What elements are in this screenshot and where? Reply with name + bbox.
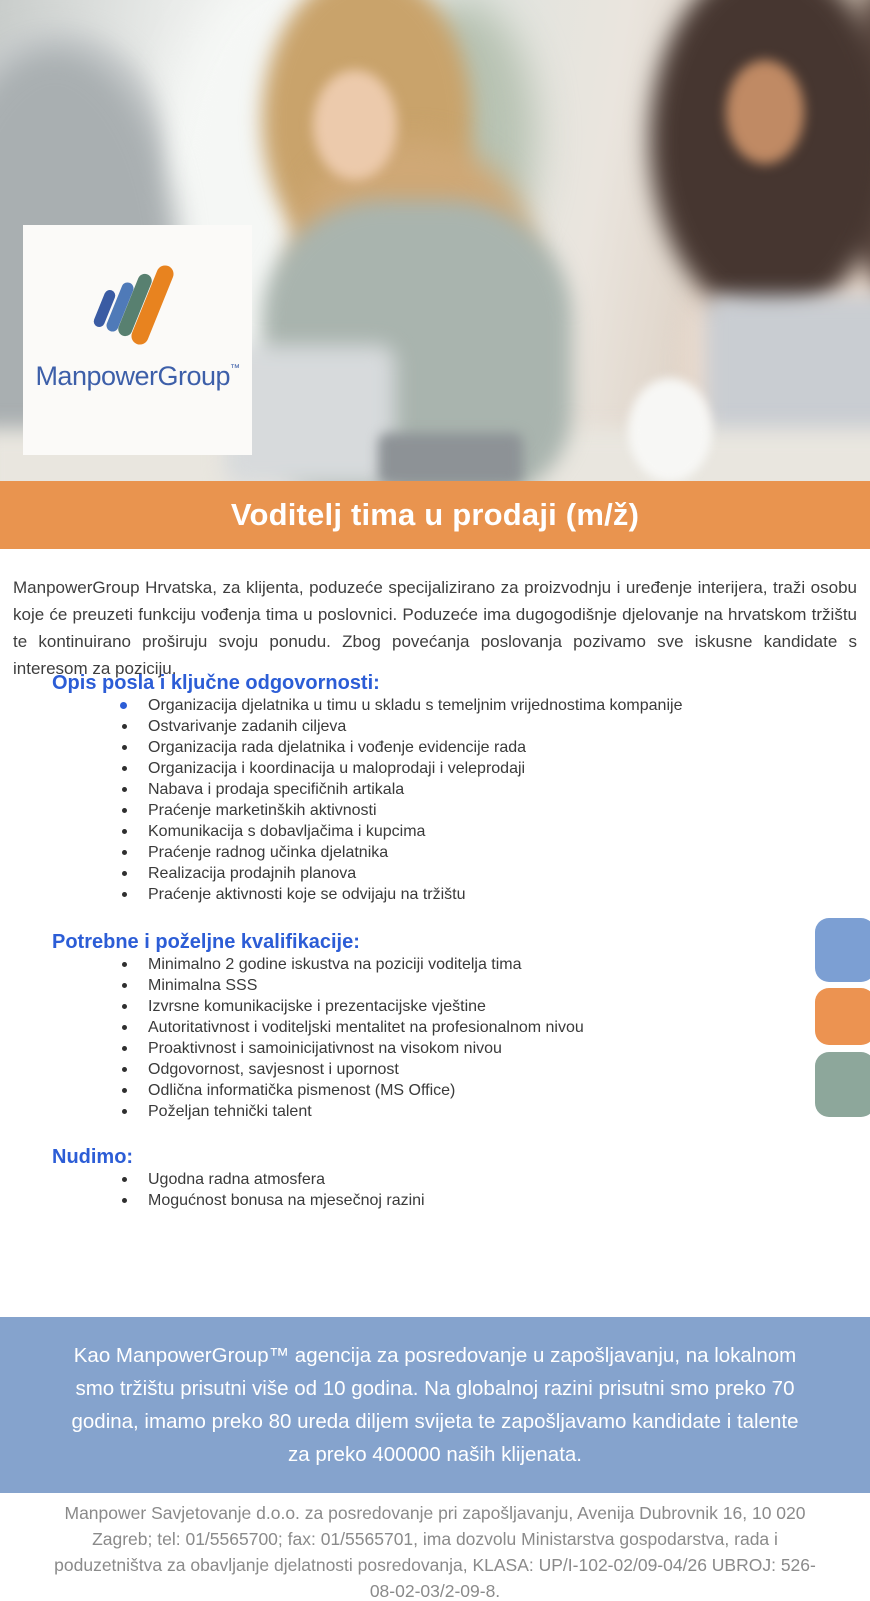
list-item: Ostvarivanje zadanih ciljeva: [52, 716, 812, 737]
list-item: Poželjan tehnički talent: [52, 1101, 812, 1122]
section-qualifications: [52, 931, 812, 1122]
text-line: Manpower Savjetovanje d.o.o. za posredovanje pri zapošljavanju, Avenija Dubrovnik 16, 10 020: [64, 1503, 806, 1523]
section-heading: Opis posla i ključne odgovornosti:: [52, 672, 380, 694]
list-item: Praćenje radnog učinka djelatnika: [52, 842, 812, 863]
bullet-list: [52, 695, 812, 905]
text-line: 08-02-03/2-09-8.: [369, 1581, 501, 1601]
list-item: Komunikacija s dobavljačima i kupcima: [52, 821, 812, 842]
logo-trademark: ™: [230, 363, 240, 374]
bullet-list: [52, 1169, 812, 1211]
photo-coffee-cup: [628, 378, 712, 481]
list-item: Organizacija rada djelatnika i vođenje evidencije rada: [52, 737, 812, 758]
logo-wordmark: [23, 361, 252, 392]
list-item: Organizacija djelatnika u timu u skladu s temeljnim vrijednostima kompanije: [52, 695, 812, 716]
list-item: Realizacija prodajnih planova: [52, 863, 812, 884]
hero-photo: [0, 0, 870, 481]
list-item: Organizacija i koordinacija u maloprodaji i veleprodaji: [52, 758, 812, 779]
job-title: Voditelj tima u prodaji (m/ž): [230, 497, 640, 532]
section-heading: Potrebne i poželjne kvalifikacije:: [52, 931, 360, 953]
logo-brand-text: ManpowerGroup: [35, 361, 231, 391]
list-item: Autoritativnost i voditeljski mentalitet na profesionalnom nivou: [52, 1017, 812, 1038]
about-banner: [0, 1317, 870, 1493]
text-line: za preko 400000 naših klijenata.: [287, 1443, 583, 1466]
section-heading: Nudimo:: [52, 1146, 134, 1168]
photo-person-center-face: [313, 70, 397, 180]
photo-tablet: [378, 433, 523, 481]
list-item: Ugodna radna atmosfera: [52, 1169, 812, 1190]
side-tab-blue: [815, 918, 870, 982]
manpowergroup-logo-card: [23, 225, 252, 455]
list-item: Odgovornost, savjesnost i upornost: [52, 1059, 812, 1080]
list-item: Praćenje marketinških aktivnosti: [52, 800, 812, 821]
footer-legal: [0, 1500, 870, 1601]
list-item: Proaktivnost i samoinicijativnost na visokom nivou: [52, 1038, 812, 1059]
section-we-offer: [52, 1146, 812, 1211]
text-line: poduzetništva za obavljanje djelatnosti posredovanja, KLASA: UP/I-102-02/09-04/26 UBROJ: 526-: [54, 1555, 816, 1575]
bullet-list: [52, 954, 812, 1122]
text-line: smo tržištu prisutni više od 10 godina. Na globalnoj razini prisutni smo preko 70: [75, 1377, 795, 1400]
job-title-banner: [0, 481, 870, 549]
list-item: Odlična informatička pismenost (MS Office): [52, 1080, 812, 1101]
text-line: Zagreb; tel: 01/5565700; fax: 01/5565701, ima dozvolu Ministarstva gospodarstva, rada i: [92, 1529, 778, 1549]
text-line: Kao ManpowerGroup™ agencija za posredovanje u zapošljavanju, na lokalnom: [73, 1344, 797, 1367]
list-item: Mogućnost bonusa na mjesečnoj razini: [52, 1190, 812, 1211]
photo-person-right-face: [726, 60, 804, 164]
list-item: Praćenje aktivnosti koje se odvijaju na tržištu: [52, 884, 812, 905]
section-job-description: [52, 672, 812, 905]
intro-paragraph: ManpowerGroup Hrvatska, za klijenta, poduzeće specijalizirano za proizvodnju i uređenje interijera, traži osobu koje će preuzeti funkciju vođenja tima u poslovnici. Poduzeće ima dugogodišnje djelovanje na hrvatskom tržištu te kontinuirano proširuju svoju ponudu. Zbog povećanja poslovanja pozivamo sve iskusne kandidate s interesom za poziciju.: [13, 578, 857, 678]
text-line: godina, imamo preko 80 ureda diljem svijeta te zapošljavamo kandidate i talente: [71, 1410, 799, 1433]
side-tab-orange: [815, 988, 870, 1045]
list-item: Minimalno 2 godine iskustva na poziciji voditelja tima: [52, 954, 812, 975]
list-item: Izvrsne komunikacijske i prezentacijske vještine: [52, 996, 812, 1017]
list-item: Minimalna SSS: [52, 975, 812, 996]
list-item: Nabava i prodaja specifičnih artikala: [52, 779, 812, 800]
side-tab-green: [815, 1052, 870, 1117]
